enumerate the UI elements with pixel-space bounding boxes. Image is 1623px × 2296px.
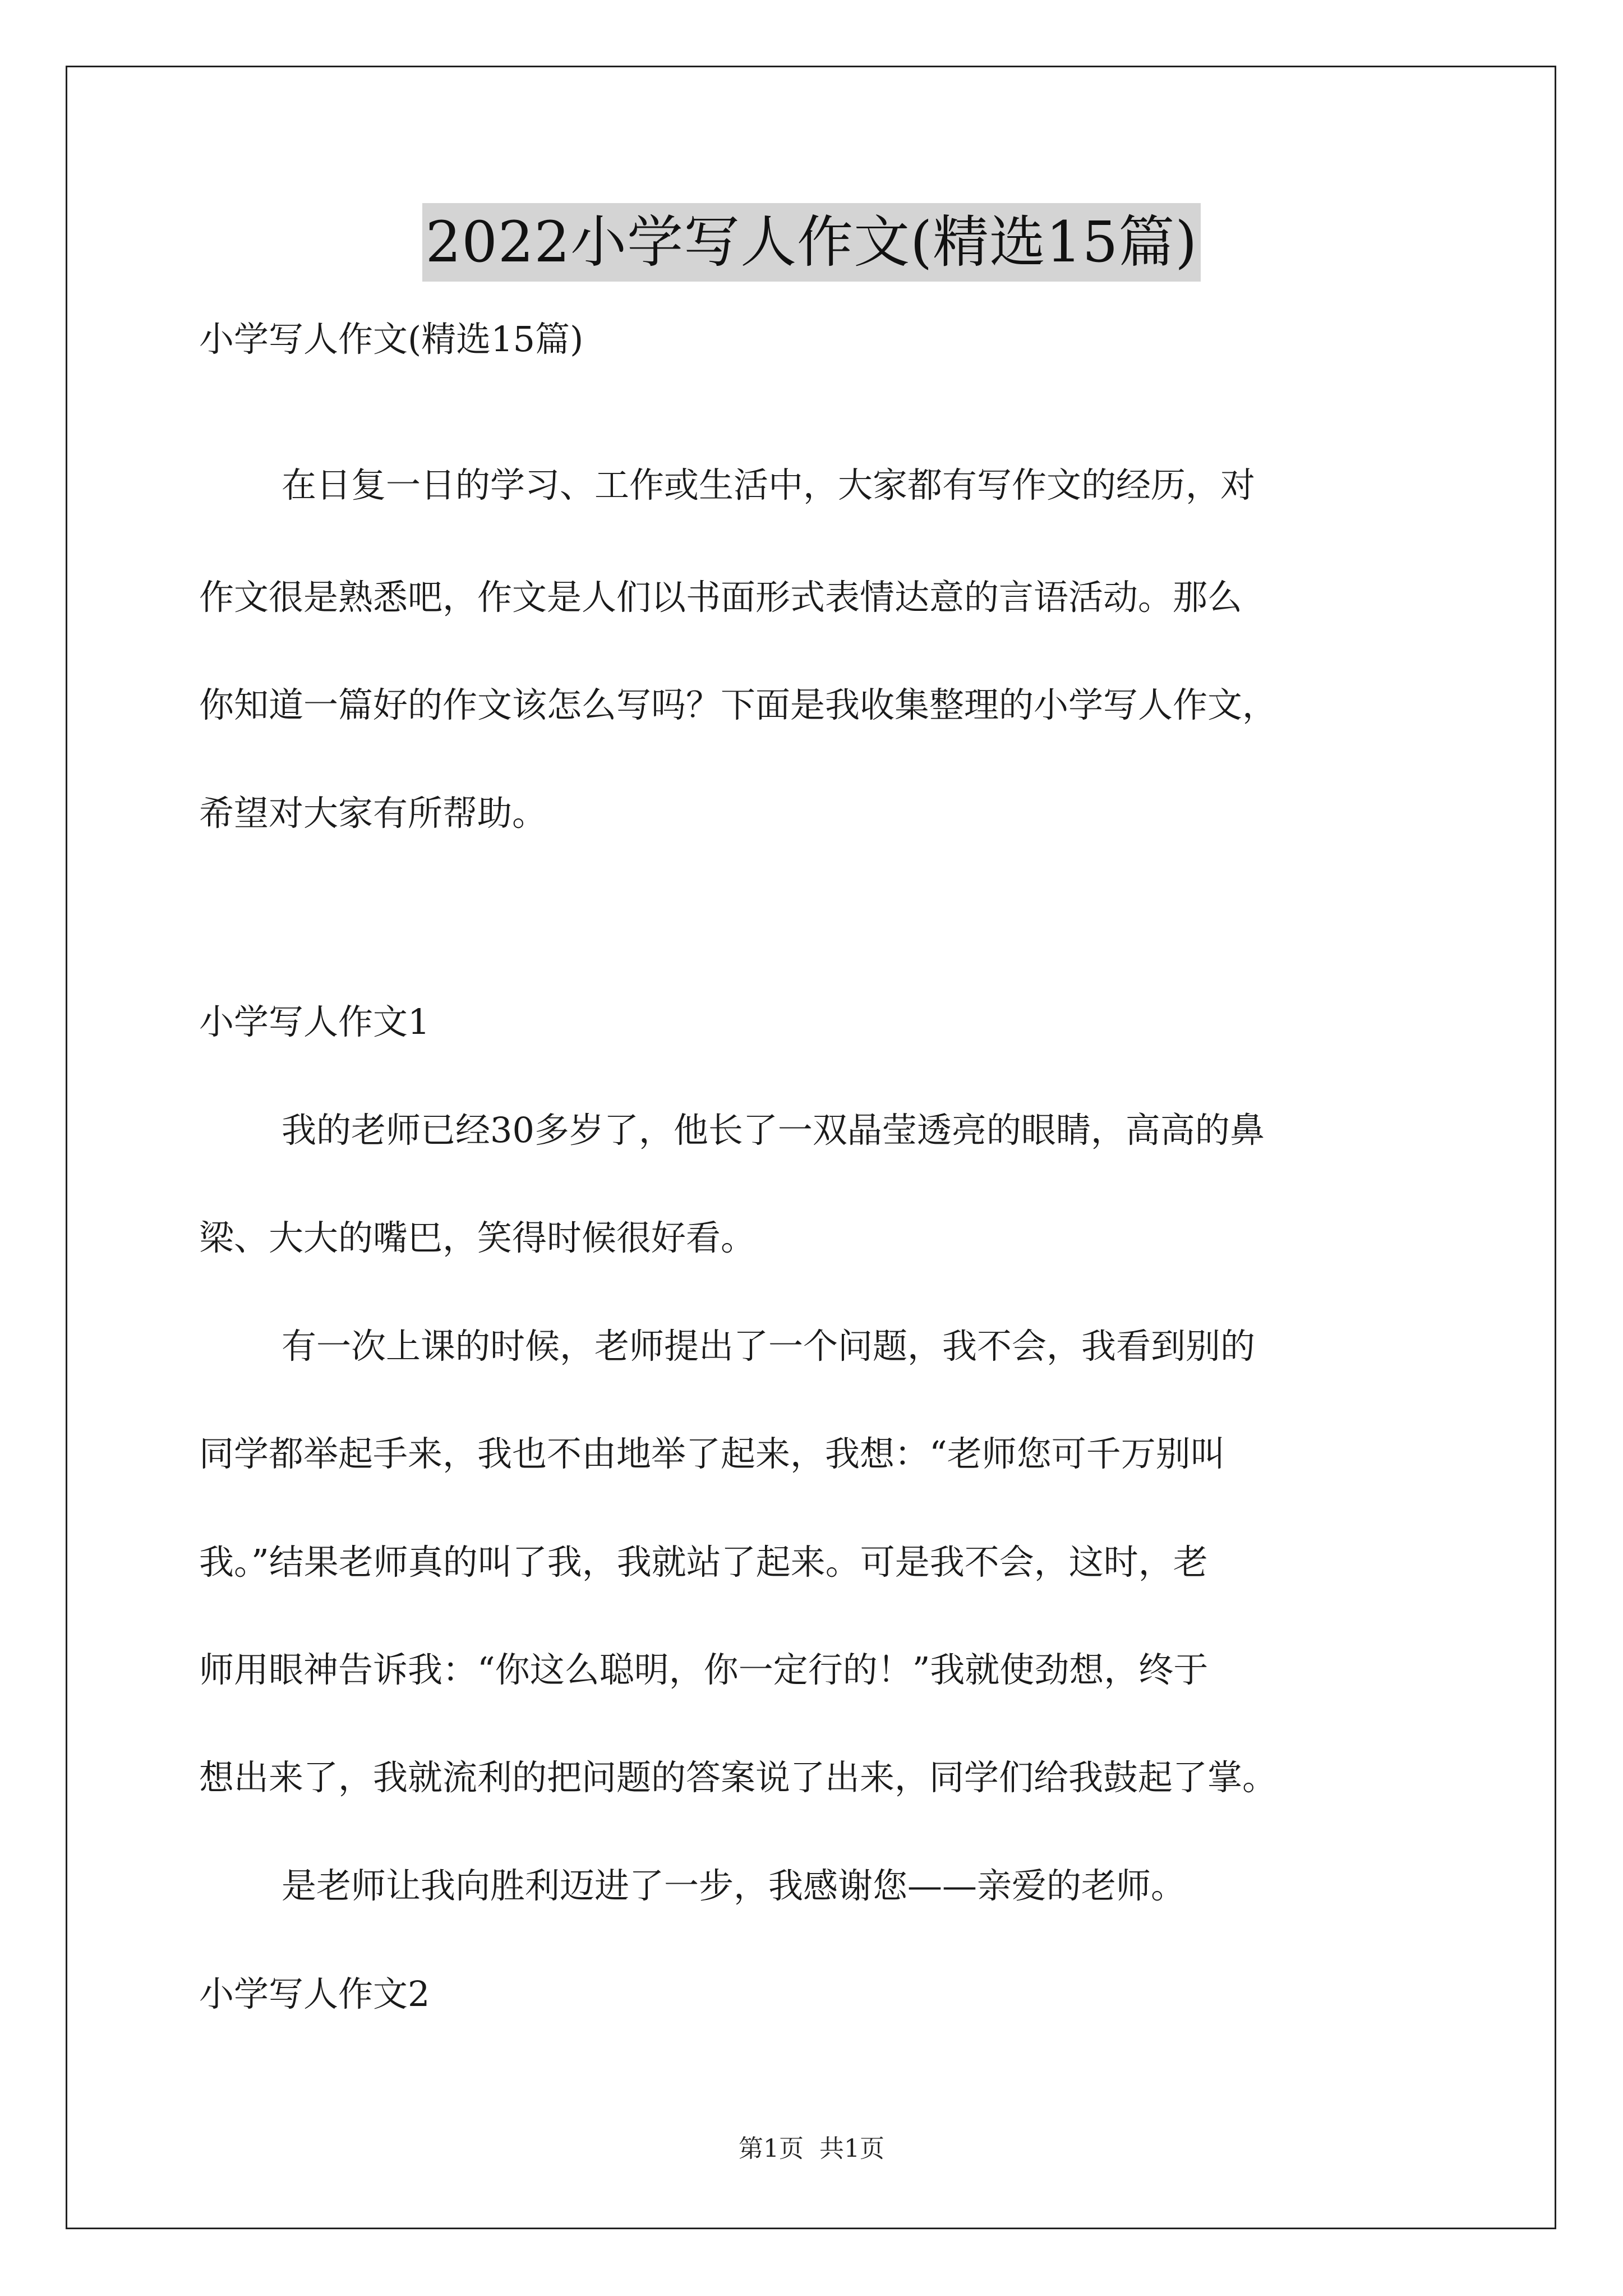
- essay1-heading: 小学写人作文1: [199, 1001, 430, 1042]
- document-subtitle: 小学写人作文(精选15篇): [199, 319, 584, 360]
- essay1-p3: 是老师让我向胜利迈进了一步，我感谢您——亲爱的老师。: [282, 1865, 1186, 1906]
- title-container: [0, 203, 1623, 282]
- page-total: 共1页: [819, 2134, 884, 2163]
- intro-line-1: 在日复一日的学习、工作或生活中，大家都有写作文的经历，对: [282, 464, 1256, 505]
- essay2-heading: 小学写人作文2: [199, 1973, 430, 2014]
- essay1-p1-line-2: 梁、大大的嘴巴，笑得时候很好看。: [199, 1217, 756, 1258]
- page-footer: [0, 2133, 1623, 2165]
- essay1-p2-line-4: 师用眼神告诉我：“你这么聪明，你一定行的！”我就使劲想，终于: [199, 1649, 1209, 1690]
- intro-line-2: 作文很是熟悉吧，作文是人们以书面形式表情达意的言语活动。那么: [199, 577, 1243, 618]
- intro-line-3: 你知道一篇好的作文该怎么写吗？下面是我收集整理的小学写人作文，: [199, 684, 1278, 725]
- essay1-p1-line-1: 我的老师已经30多岁了，他长了一双晶莹透亮的眼睛，高高的鼻: [282, 1110, 1265, 1151]
- intro-line-4: 希望对大家有所帮助。: [199, 793, 547, 834]
- essay1-p2-line-2: 同学都举起手来，我也不由地举了起来，我想：“老师您可千万别叫: [199, 1433, 1225, 1474]
- essay1-p2-line-1: 有一次上课的时候，老师提出了一个问题，我不会，我看到别的: [282, 1326, 1256, 1366]
- page-number: 第1页: [739, 2134, 804, 2163]
- document-title: 2022小学写人作文(精选15篇): [422, 203, 1201, 282]
- essay1-p2-line-3: 我。”结果老师真的叫了我，我就站了起来。可是我不会，这时，老: [199, 1542, 1208, 1582]
- essay1-p2-line-5: 想出来了，我就流利的把问题的答案说了出来，同学们给我鼓起了掌。: [199, 1757, 1278, 1798]
